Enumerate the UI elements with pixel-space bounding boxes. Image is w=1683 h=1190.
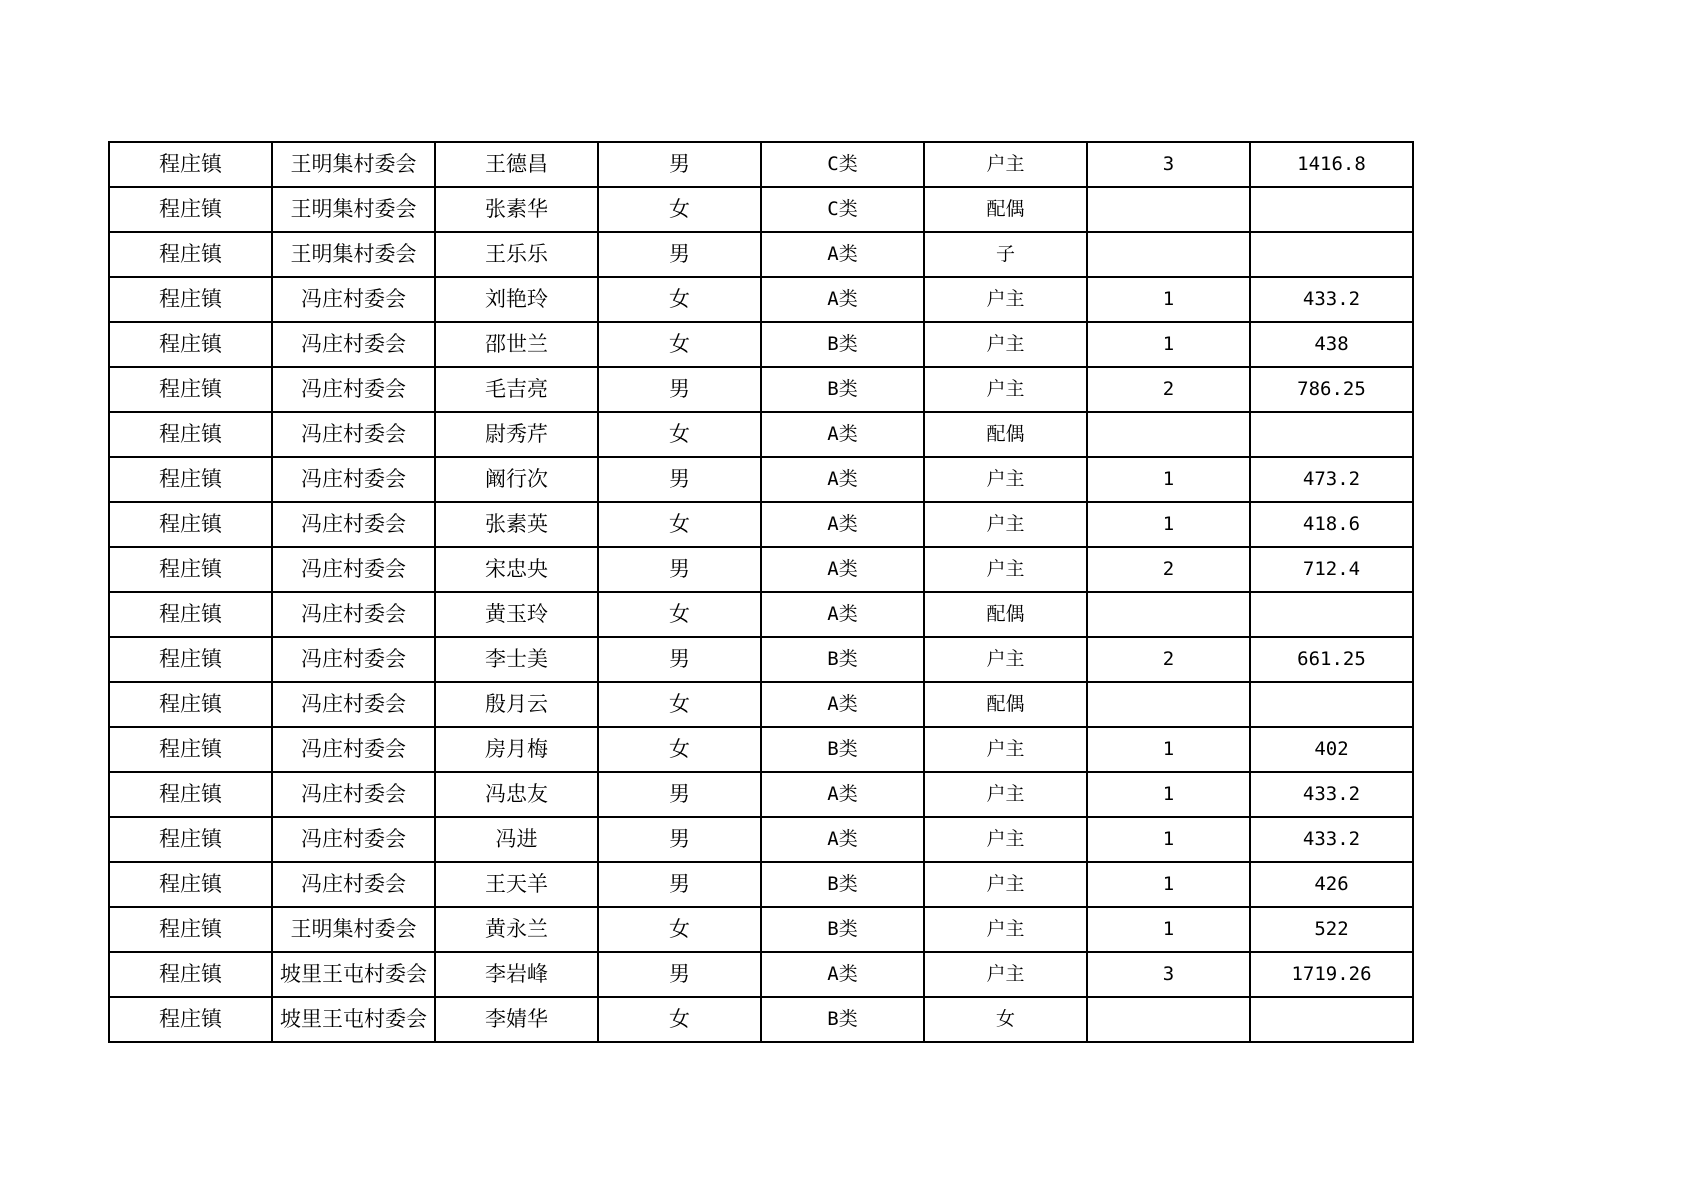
cell-town: 程庄镇 <box>109 817 272 862</box>
cell-gender: 女 <box>598 277 761 322</box>
cell-household-size: 1 <box>1087 457 1250 502</box>
table-row <box>109 412 1413 457</box>
cell-village: 冯庄村委会 <box>272 547 435 592</box>
cell-village: 冯庄村委会 <box>272 817 435 862</box>
cell-name: 冯进 <box>435 817 598 862</box>
cell-relation: 女 <box>924 997 1087 1042</box>
cell-household-size <box>1087 682 1250 727</box>
cell-category: A类 <box>761 232 924 277</box>
cell-category: A类 <box>761 457 924 502</box>
cell-category: B类 <box>761 862 924 907</box>
cell-amount: 1416.8 <box>1250 142 1413 187</box>
cell-relation: 户主 <box>924 547 1087 592</box>
cell-village: 冯庄村委会 <box>272 862 435 907</box>
cell-gender: 男 <box>598 142 761 187</box>
table-row <box>109 727 1413 772</box>
cell-town: 程庄镇 <box>109 322 272 367</box>
cell-household-size <box>1087 592 1250 637</box>
cell-household-size <box>1087 232 1250 277</box>
cell-gender: 男 <box>598 232 761 277</box>
cell-amount <box>1250 997 1413 1042</box>
cell-gender: 女 <box>598 727 761 772</box>
cell-relation: 子 <box>924 232 1087 277</box>
cell-category: A类 <box>761 277 924 322</box>
cell-name: 殷月云 <box>435 682 598 727</box>
cell-relation: 户主 <box>924 502 1087 547</box>
cell-relation: 户主 <box>924 277 1087 322</box>
cell-amount <box>1250 592 1413 637</box>
cell-household-size: 3 <box>1087 142 1250 187</box>
cell-village: 冯庄村委会 <box>272 502 435 547</box>
cell-name: 张素英 <box>435 502 598 547</box>
cell-gender: 男 <box>598 862 761 907</box>
cell-town: 程庄镇 <box>109 637 272 682</box>
cell-gender: 女 <box>598 187 761 232</box>
cell-town: 程庄镇 <box>109 682 272 727</box>
cell-category: A类 <box>761 682 924 727</box>
cell-town: 程庄镇 <box>109 412 272 457</box>
cell-town: 程庄镇 <box>109 502 272 547</box>
table-row <box>109 997 1413 1042</box>
cell-household-size: 2 <box>1087 367 1250 412</box>
cell-name: 阚行次 <box>435 457 598 502</box>
cell-amount: 473.2 <box>1250 457 1413 502</box>
table-row <box>109 862 1413 907</box>
cell-relation: 配偶 <box>924 187 1087 232</box>
cell-name: 黄玉玲 <box>435 592 598 637</box>
cell-name: 张素华 <box>435 187 598 232</box>
cell-gender: 女 <box>598 592 761 637</box>
cell-name: 李士美 <box>435 637 598 682</box>
cell-relation: 配偶 <box>924 682 1087 727</box>
cell-amount: 433.2 <box>1250 277 1413 322</box>
cell-name: 黄永兰 <box>435 907 598 952</box>
data-table <box>108 141 1414 1043</box>
table-row <box>109 232 1413 277</box>
cell-household-size: 1 <box>1087 277 1250 322</box>
cell-household-size: 1 <box>1087 907 1250 952</box>
cell-category: A类 <box>761 547 924 592</box>
cell-village: 冯庄村委会 <box>272 367 435 412</box>
cell-gender: 男 <box>598 367 761 412</box>
cell-amount <box>1250 412 1413 457</box>
cell-town: 程庄镇 <box>109 997 272 1042</box>
cell-category: B类 <box>761 637 924 682</box>
table-row <box>109 277 1413 322</box>
cell-town: 程庄镇 <box>109 727 272 772</box>
cell-category: A类 <box>761 772 924 817</box>
cell-village: 王明集村委会 <box>272 142 435 187</box>
cell-name: 邵世兰 <box>435 322 598 367</box>
cell-town: 程庄镇 <box>109 142 272 187</box>
cell-amount: 418.6 <box>1250 502 1413 547</box>
cell-category: A类 <box>761 952 924 997</box>
cell-gender: 女 <box>598 502 761 547</box>
cell-category: A类 <box>761 592 924 637</box>
cell-gender: 男 <box>598 952 761 997</box>
cell-amount: 438 <box>1250 322 1413 367</box>
cell-gender: 男 <box>598 457 761 502</box>
cell-town: 程庄镇 <box>109 457 272 502</box>
cell-gender: 男 <box>598 772 761 817</box>
cell-gender: 女 <box>598 682 761 727</box>
cell-town: 程庄镇 <box>109 772 272 817</box>
cell-amount <box>1250 187 1413 232</box>
cell-household-size: 1 <box>1087 862 1250 907</box>
cell-household-size: 2 <box>1087 637 1250 682</box>
cell-village: 冯庄村委会 <box>272 727 435 772</box>
cell-amount: 402 <box>1250 727 1413 772</box>
cell-relation: 户主 <box>924 907 1087 952</box>
cell-village: 冯庄村委会 <box>272 682 435 727</box>
cell-village: 冯庄村委会 <box>272 637 435 682</box>
cell-gender: 女 <box>598 322 761 367</box>
table-row <box>109 637 1413 682</box>
table-row <box>109 367 1413 412</box>
cell-category: B类 <box>761 367 924 412</box>
cell-relation: 配偶 <box>924 592 1087 637</box>
table-row <box>109 502 1413 547</box>
cell-village: 冯庄村委会 <box>272 322 435 367</box>
cell-category: A类 <box>761 412 924 457</box>
cell-household-size <box>1087 412 1250 457</box>
cell-relation: 户主 <box>924 142 1087 187</box>
cell-relation: 户主 <box>924 367 1087 412</box>
cell-category: C类 <box>761 187 924 232</box>
table-row <box>109 682 1413 727</box>
cell-name: 王天羊 <box>435 862 598 907</box>
cell-name: 毛吉亮 <box>435 367 598 412</box>
table-row <box>109 772 1413 817</box>
cell-amount: 426 <box>1250 862 1413 907</box>
cell-amount <box>1250 232 1413 277</box>
cell-category: A类 <box>761 817 924 862</box>
cell-relation: 配偶 <box>924 412 1087 457</box>
cell-village: 冯庄村委会 <box>272 592 435 637</box>
cell-village: 王明集村委会 <box>272 232 435 277</box>
cell-category: B类 <box>761 997 924 1042</box>
cell-village: 王明集村委会 <box>272 187 435 232</box>
cell-village: 王明集村委会 <box>272 907 435 952</box>
cell-town: 程庄镇 <box>109 592 272 637</box>
cell-amount <box>1250 682 1413 727</box>
cell-name: 宋忠央 <box>435 547 598 592</box>
cell-amount: 661.25 <box>1250 637 1413 682</box>
cell-village: 冯庄村委会 <box>272 772 435 817</box>
table-row <box>109 817 1413 862</box>
cell-village: 冯庄村委会 <box>272 457 435 502</box>
cell-household-size: 1 <box>1087 502 1250 547</box>
cell-relation: 户主 <box>924 322 1087 367</box>
table-row <box>109 187 1413 232</box>
table-body <box>109 142 1413 1042</box>
cell-household-size <box>1087 997 1250 1042</box>
cell-name: 尉秀芹 <box>435 412 598 457</box>
cell-relation: 户主 <box>924 952 1087 997</box>
table-row <box>109 592 1413 637</box>
cell-name: 房月梅 <box>435 727 598 772</box>
cell-name: 王德昌 <box>435 142 598 187</box>
cell-category: B类 <box>761 907 924 952</box>
cell-name: 王乐乐 <box>435 232 598 277</box>
cell-amount: 786.25 <box>1250 367 1413 412</box>
cell-amount: 1719.26 <box>1250 952 1413 997</box>
cell-village: 冯庄村委会 <box>272 277 435 322</box>
cell-village: 冯庄村委会 <box>272 412 435 457</box>
cell-amount: 433.2 <box>1250 817 1413 862</box>
cell-relation: 户主 <box>924 862 1087 907</box>
cell-amount: 522 <box>1250 907 1413 952</box>
cell-household-size <box>1087 187 1250 232</box>
table-row <box>109 547 1413 592</box>
cell-relation: 户主 <box>924 727 1087 772</box>
cell-town: 程庄镇 <box>109 187 272 232</box>
cell-gender: 女 <box>598 907 761 952</box>
cell-amount: 712.4 <box>1250 547 1413 592</box>
table-row <box>109 142 1413 187</box>
cell-relation: 户主 <box>924 457 1087 502</box>
cell-town: 程庄镇 <box>109 862 272 907</box>
cell-gender: 女 <box>598 412 761 457</box>
cell-village: 坡里王屯村委会 <box>272 997 435 1042</box>
cell-gender: 男 <box>598 637 761 682</box>
cell-household-size: 2 <box>1087 547 1250 592</box>
cell-town: 程庄镇 <box>109 547 272 592</box>
cell-name: 李婧华 <box>435 997 598 1042</box>
table-row <box>109 457 1413 502</box>
table-row <box>109 952 1413 997</box>
cell-town: 程庄镇 <box>109 907 272 952</box>
cell-gender: 女 <box>598 997 761 1042</box>
cell-gender: 男 <box>598 817 761 862</box>
cell-relation: 户主 <box>924 637 1087 682</box>
cell-name: 李岩峰 <box>435 952 598 997</box>
cell-town: 程庄镇 <box>109 232 272 277</box>
cell-relation: 户主 <box>924 817 1087 862</box>
cell-amount: 433.2 <box>1250 772 1413 817</box>
table-row <box>109 322 1413 367</box>
cell-household-size: 1 <box>1087 772 1250 817</box>
cell-town: 程庄镇 <box>109 277 272 322</box>
cell-gender: 男 <box>598 547 761 592</box>
cell-category: A类 <box>761 502 924 547</box>
cell-category: B类 <box>761 727 924 772</box>
cell-category: C类 <box>761 142 924 187</box>
cell-town: 程庄镇 <box>109 367 272 412</box>
cell-town: 程庄镇 <box>109 952 272 997</box>
cell-household-size: 1 <box>1087 727 1250 772</box>
cell-village: 坡里王屯村委会 <box>272 952 435 997</box>
cell-household-size: 1 <box>1087 817 1250 862</box>
table-row <box>109 907 1413 952</box>
cell-household-size: 1 <box>1087 322 1250 367</box>
cell-relation: 户主 <box>924 772 1087 817</box>
cell-name: 冯忠友 <box>435 772 598 817</box>
cell-name: 刘艳玲 <box>435 277 598 322</box>
cell-household-size: 3 <box>1087 952 1250 997</box>
cell-category: B类 <box>761 322 924 367</box>
